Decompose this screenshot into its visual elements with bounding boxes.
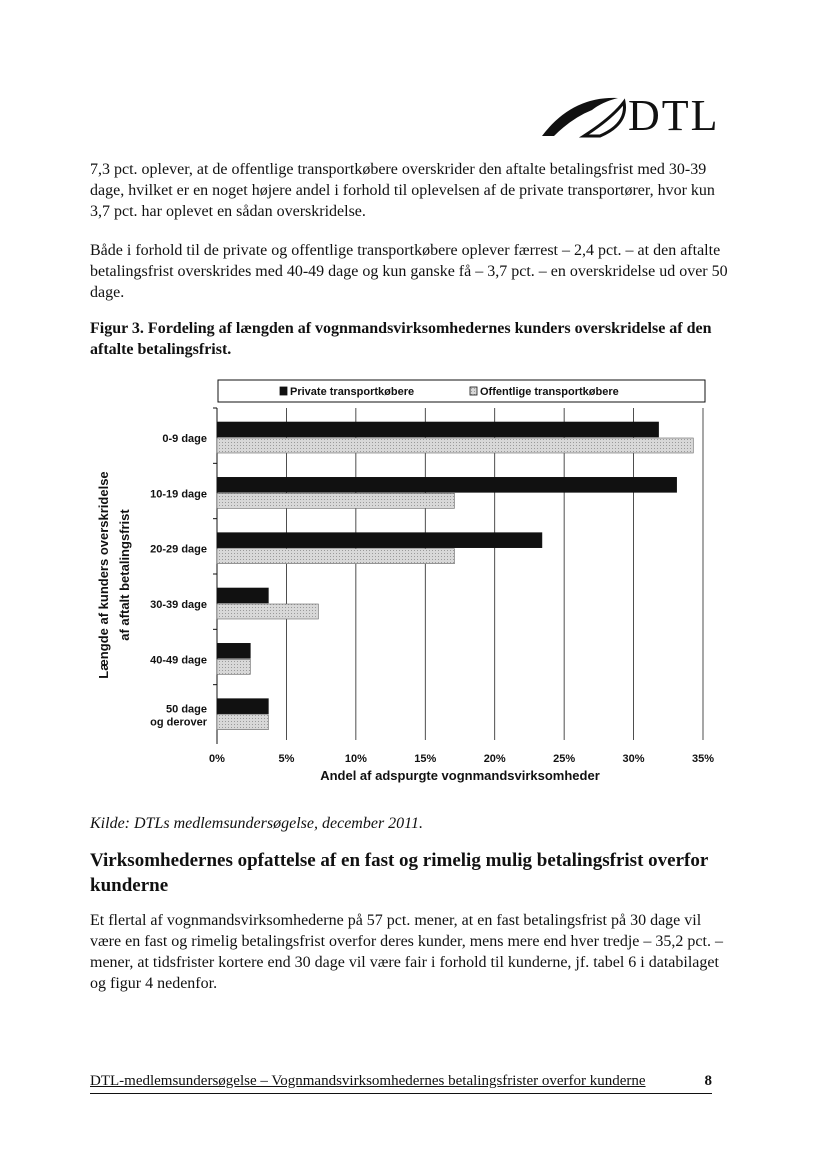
- bar-private: [217, 588, 268, 603]
- category-label-line: 10-19 dage: [150, 488, 207, 501]
- footer-title: DTL-medlemsundersøgelse – Vognmandsvirksomhedernes betalingsfrister overfor kunderne: [90, 1073, 646, 1089]
- x-tick-label: 15%: [414, 753, 437, 765]
- category-label: [150, 544, 207, 556]
- bar-private: [217, 643, 250, 658]
- page-number: 8: [704, 1073, 712, 1089]
- x-tick-label: 30%: [622, 753, 645, 765]
- dtl-logo: [532, 88, 720, 148]
- source-note: Kilde: DTLs medlemsundersøgelse, december 2011.: [90, 815, 423, 832]
- category-label-line: 50 dage: [166, 703, 207, 716]
- bar-offentlige: [217, 549, 454, 564]
- bar-private: [217, 422, 659, 437]
- bar-offentlige: [217, 438, 693, 453]
- bar-chart: [0, 370, 825, 790]
- y-axis-label: Længde af kunders overskridelse: [96, 471, 111, 679]
- bar-offentlige: [217, 715, 268, 730]
- category-label: [150, 654, 207, 666]
- x-tick-label: 20%: [483, 753, 506, 765]
- logo-text: DTL: [628, 91, 720, 140]
- section-heading: Virksomhedernes opfattelse af en fast og rimelig mulig betalingsfrist overfor kunderne: [90, 850, 708, 896]
- category-label: [150, 599, 207, 611]
- category-label-line: 0-9 dage: [162, 433, 207, 445]
- x-axis-label: Andel af adspurgte vognmandsvirksomheder: [320, 768, 600, 783]
- y-axis-label: af aftalt betalingsfrist: [117, 509, 132, 641]
- legend-label-1: Private transportkøbere: [290, 386, 415, 398]
- logo-swoosh-icon: [532, 88, 632, 148]
- x-tick-label: 10%: [344, 753, 367, 765]
- category-label-line: 30-39 dage: [150, 599, 207, 611]
- legend-label-2: Offentlige transportkøbere: [480, 386, 619, 398]
- page-footer: [90, 1073, 712, 1094]
- paragraph-2: Både i forhold til de private og offentlige transportkøbere oplever færrest – 2,4 pct. – at den aftalte betalingsfrist overskrides med 40-49 dage og kun ganske få – 3,7 pct. – en overskridelse ud over 50 dage.: [90, 242, 728, 301]
- legend-swatch-2: [470, 387, 477, 395]
- x-tick-label: 25%: [553, 753, 576, 765]
- paragraph-1: 7,3 pct. oplever, at de offentlige transportkøbere overskrider den aftalte betalingsfrist med 30-39 dage, hvilket er en noget højere andel i forhold til oplevelsen af de private transportører, hvor kun 3,7 pct. har oplevet en sådan overskridelse.: [90, 161, 715, 220]
- bar-private: [217, 533, 542, 548]
- bar-private: [217, 477, 677, 492]
- bar-offentlige: [217, 659, 250, 674]
- paragraph-3: Et flertal af vognmandsvirksomhederne på 57 pct. mener, at en fast betalingsfrist på 30 dage vil være en fast og rimelig betalingsfrist overfor deres kunder, mens mere end hver tredje – 35,2 pct. – mener, at tidsfrister kortere end 30 dage vil være fair i forhold til kunderne, jf. tabel 6 i databilaget og figur 4 nedenfor.: [90, 912, 723, 992]
- category-label: [150, 704, 208, 729]
- x-tick-label: 5%: [278, 753, 295, 765]
- bar-offentlige: [217, 604, 318, 619]
- category-label-line: 20-29 dage: [150, 543, 207, 556]
- bar-private: [217, 699, 268, 714]
- bar-offentlige: [217, 493, 454, 508]
- figure-title: Figur 3. Fordeling af længden af vognmandsvirksomhedernes kunders overskridelse af den aftalte betalingsfrist.: [90, 320, 712, 358]
- category-label: [150, 488, 207, 500]
- category-label-line: 40-49 dage: [150, 654, 207, 667]
- legend-swatch-1: [280, 387, 287, 395]
- category-label: [162, 433, 207, 445]
- category-label-line: og derover: [150, 716, 207, 729]
- x-tick-label: 35%: [691, 753, 715, 765]
- x-tick-label: 0%: [209, 753, 225, 765]
